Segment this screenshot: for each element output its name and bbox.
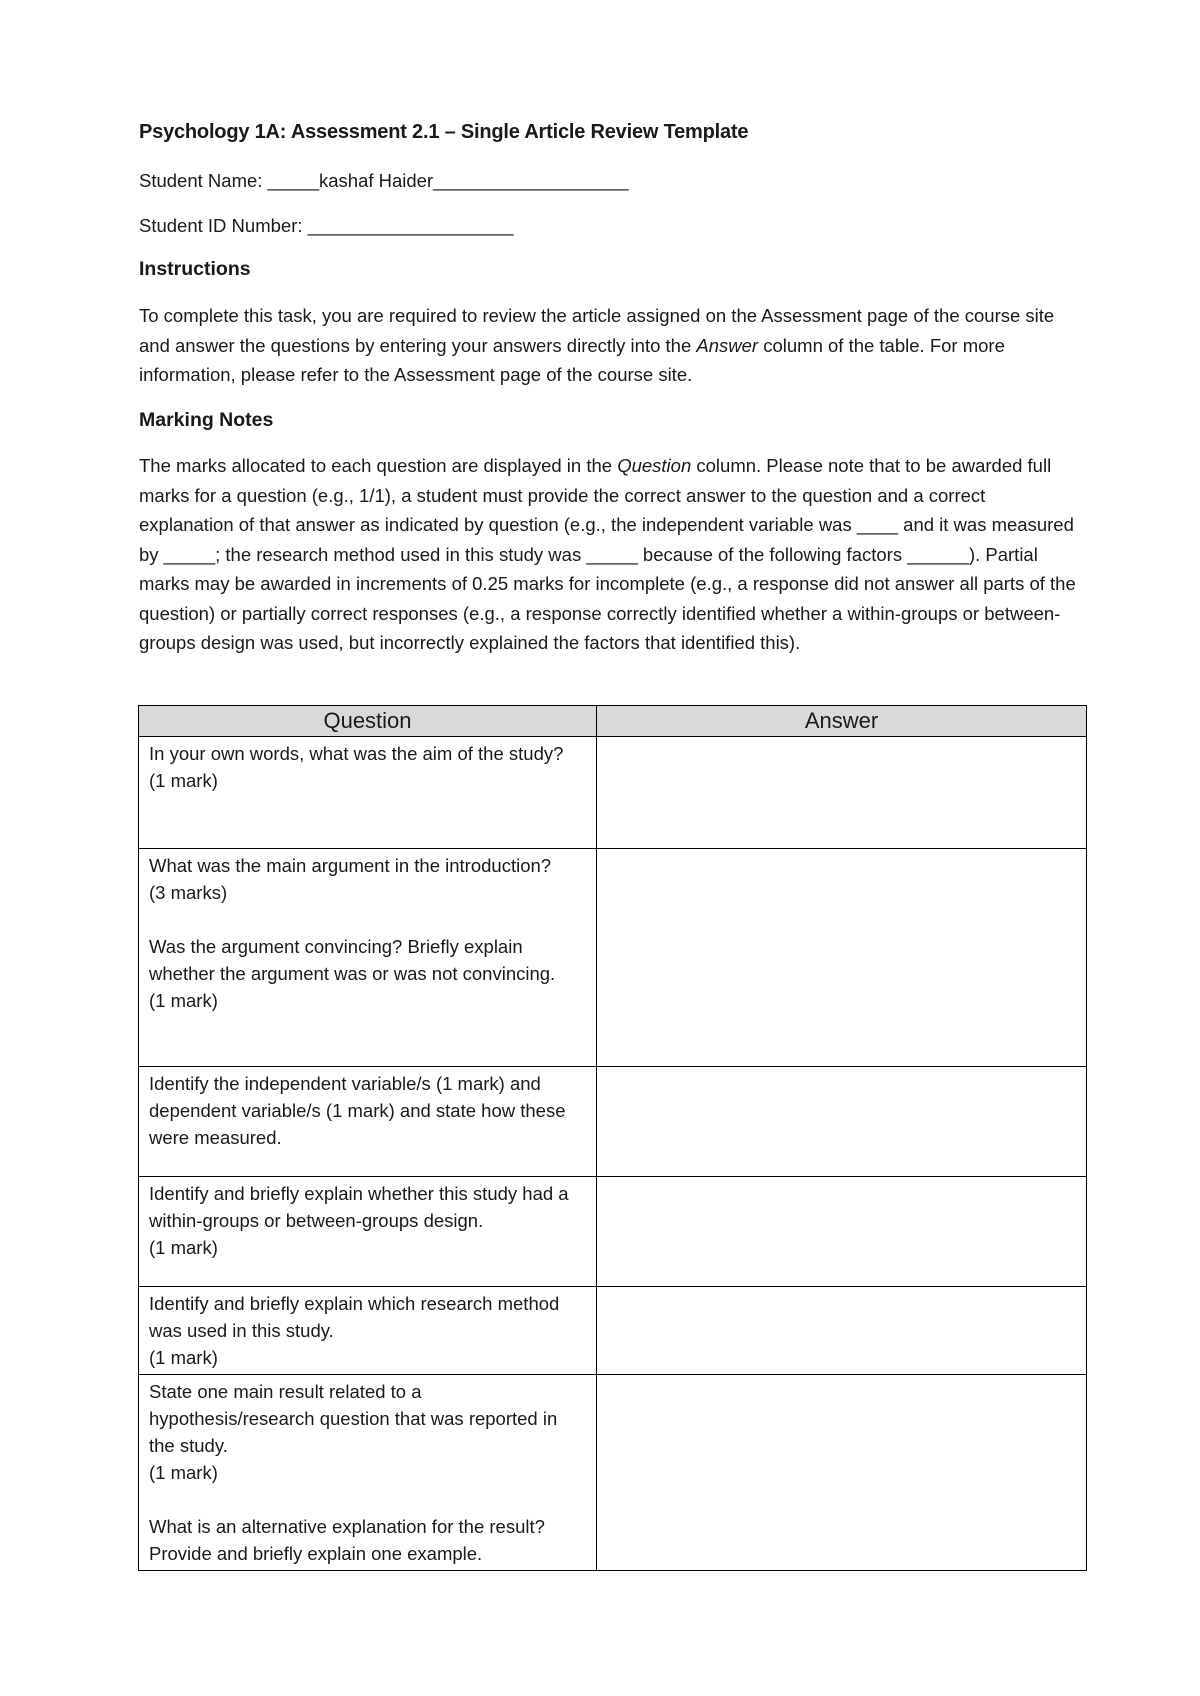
marking-notes-text-part: The marks allocated to each question are displayed in the [139, 455, 618, 476]
question-marks: (1 mark) [149, 990, 218, 1011]
table-row [139, 1067, 1087, 1177]
question-answer-table [138, 705, 1087, 1571]
question-cell [139, 1375, 597, 1571]
question-cell [139, 1287, 597, 1375]
table-row [139, 1287, 1087, 1375]
table-row [139, 849, 1087, 1067]
marking-notes-text-part: column. Please note that to be awarded full marks for a question (e.g., 1/1), a student must provide the correct answer to the question and a correct explanation of that answer as indicated by question (e.g., the independent variable was ____ and it was measured by _____; the research method used in this study was _____ because of the following factors ______). Partial marks may be awarded in increments of 0.25 marks for incomplete (e.g., a response did not answer all parts of the question) or partially correct responses (e.g., a response correctly identified whether a within-groups or between-groups design was used, but incorrectly explained the factors that identified this). [139, 455, 1076, 653]
instructions-text-part: To complete this task, you are required to review the article assigned on the Assessment page of the course site and answer the questions by entering your answers directly into the [139, 305, 1055, 356]
question-text: Identify the independent variable/s (1 mark) and dependent variable/s (1 mark) and state how these were measured. [149, 1073, 566, 1148]
question-marks: (3 marks) [149, 882, 228, 903]
question-text: What is an alternative explanation for the result? Provide and briefly explain one example. [149, 1516, 545, 1564]
question-cell [139, 849, 597, 1067]
answer-cell[interactable] [597, 1067, 1087, 1177]
marking-notes-heading: Marking Notes [139, 409, 274, 431]
question-cell [139, 1177, 597, 1287]
question-text: In your own words, what was the aim of the study? [149, 743, 564, 764]
instructions-heading: Instructions [139, 258, 251, 280]
question-marks: (1 mark) [149, 1347, 218, 1368]
table-row [139, 737, 1087, 849]
answer-cell[interactable] [597, 1287, 1087, 1375]
spacer [149, 1486, 586, 1513]
answer-cell[interactable] [597, 1177, 1087, 1287]
spacer [149, 906, 586, 933]
question-text: Identify and briefly explain whether this study had a within-groups or between-groups design. [149, 1183, 569, 1231]
marking-notes-emphasis: Question [617, 455, 692, 476]
instructions-text [139, 301, 1084, 390]
marking-notes-text [139, 451, 1084, 658]
table-header-row [139, 706, 1087, 737]
document-title: Psychology 1A: Assessment 2.1 – Single Article Review Template [139, 121, 749, 143]
instructions-emphasis: Answer [696, 334, 759, 356]
question-cell [139, 737, 597, 849]
question-text: Identify and briefly explain which research method was used in this study. [149, 1293, 560, 1341]
question-text: What was the main argument in the introduction? [149, 855, 552, 876]
instructions-text-part: column of the table. For more information, please refer to the Assessment page of the course site. [139, 334, 1005, 385]
question-text: Was the argument convincing? Briefly explain whether the argument was or was not convincing. [149, 936, 556, 984]
answer-column-header: Answer [597, 706, 1087, 737]
table-row [139, 1177, 1087, 1287]
answer-cell[interactable] [597, 1375, 1087, 1571]
question-text: State one main result related to a hypothesis/research question that was reported in the study. [149, 1381, 558, 1456]
question-cell [139, 1067, 597, 1177]
student-id-line: Student ID Number: ____________________ [139, 215, 514, 236]
answer-cell[interactable] [597, 849, 1087, 1067]
student-name-line: Student Name: _____kashaf Haider___________________ [139, 170, 629, 191]
question-marks: (1 mark) [149, 770, 218, 791]
table-row [139, 1375, 1087, 1571]
question-column-header: Question [139, 706, 597, 737]
question-marks: (1 mark) [149, 1462, 218, 1483]
answer-cell[interactable] [597, 737, 1087, 849]
question-marks: (1 mark) [149, 1237, 218, 1258]
